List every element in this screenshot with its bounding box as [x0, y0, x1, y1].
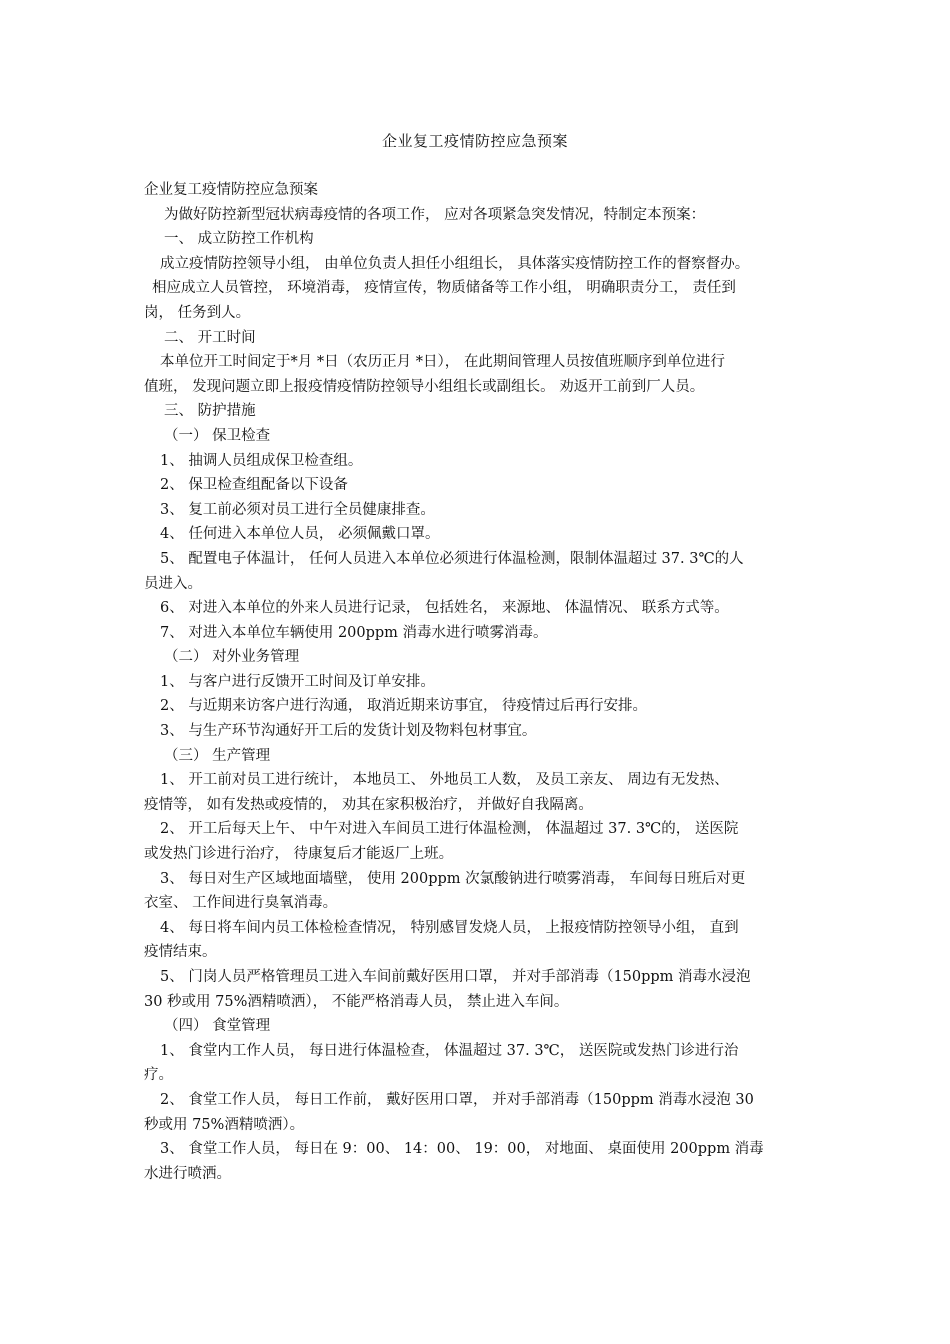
list-item: 5、 门岗人员严格管理员工进入车间前戴好医用口罩， 并对手部消毒（150ppm 消毒水浸泡	[160, 969, 751, 985]
section-heading-1: 一、 成立防控工作机构	[164, 231, 314, 248]
list-item: 2、 与近期来访客户进行沟通， 取消近期来访事宜， 待疫情过后再行安排。	[160, 698, 648, 715]
list-item-continuation: 30 秒或用 75%酒精喷洒）， 不能严格消毒人员， 禁止进入车间。	[144, 993, 569, 1010]
list-item: 5、 配置电子体温计， 任何人员进入本单位必须进行体温检测，限制体温超过 37. 3℃的人	[160, 550, 744, 567]
list-item: 3、 复工前必须对员工进行全员健康排查。	[160, 501, 435, 518]
text-line: 本单位开工时间定于*月 *日（农历正月 *日）， 在此期间管理人员按值班顺序到单位进行	[160, 354, 725, 371]
list-item: 2、 开工后每天上午、 中午对进入车间员工进行体温检测， 体温超过 37. 3℃的， 送医院	[160, 821, 739, 838]
list-item: 2、 保卫检查组配备以下设备	[160, 477, 348, 494]
list-item-continuation: 疫情等， 如有发热或疫情的， 劝其在家积极治疗， 并做好自我隔离。	[144, 796, 593, 813]
document-body	[144, 178, 808, 1186]
list-item: 4、 每日将车间内员工体检检查情况， 特别感冒发烧人员， 上报疫情防控领导小组， 直到	[160, 919, 739, 936]
text-line: 成立疫情防控领导小组， 由单位负责人担任小组组长， 具体落实疫情防控工作的督察督办。	[160, 255, 750, 272]
text-line: 相应成立人员管控， 环境消毒， 疫情宣传，物质储备等工作小组， 明确职责分工， 责任到	[152, 280, 736, 297]
list-item: 3、 食堂工作人员， 每日在 9：00、 14：00、 19：00， 对地面、 桌面使用 200ppm 消毒	[160, 1141, 764, 1158]
document-title: 企业复工疫情防控应急预案	[381, 132, 568, 150]
list-item-continuation: 衣室、 工作间进行臭氧消毒。	[144, 895, 338, 912]
section-heading-3: 三、 防护措施	[164, 403, 256, 420]
list-item-continuation: 疫情结束。	[144, 944, 217, 961]
list-item: 7、 对进入本单位车辆使用 200ppm 消毒水进行喷雾消毒。	[160, 624, 548, 641]
list-item: 3、 与生产环节沟通好开工后的发货计划及物料包材事宜。	[160, 723, 537, 740]
list-item: 1、 开工前对员工进行统计， 本地员工、 外地员工人数， 及员工亲友、 周边有无发热、	[160, 772, 729, 789]
list-item-continuation: 员进入。	[144, 575, 202, 592]
list-item: 3、 每日对生产区域地面墙壁， 使用 200ppm 次氯酸钠进行喷雾消毒， 车间每日班后对更	[160, 870, 746, 887]
list-item: 1、 与客户进行反馈开工时间及订单安排。	[160, 673, 435, 690]
list-item-continuation: 水进行喷洒。	[144, 1165, 231, 1182]
list-item: 1、 食堂内工作人员， 每日进行体温检查， 体温超过 37. 3℃， 送医院或发热门诊进行治	[160, 1042, 739, 1059]
list-item: 4、 任何进入本单位人员， 必须佩戴口罩。	[160, 526, 440, 543]
subsection-heading: （二） 对外业务管理	[164, 649, 300, 666]
list-item: 1、 抽调人员组成保卫检查组。	[160, 452, 363, 469]
body-heading: 企业复工疫情防控应急预案	[144, 182, 318, 198]
intro-line: 为做好防控新型冠状病毒疫情的各项工作， 应对各项紧急突发情况，特制定本预案：	[164, 206, 706, 223]
subsection-heading: （一） 保卫检查	[164, 427, 271, 444]
list-item: 6、 对进入本单位的外来人员进行记录， 包括姓名， 来源地、 体温情况、 联系方式等。	[160, 600, 729, 617]
subsection-heading: （四） 食堂管理	[164, 1018, 271, 1035]
subsection-heading: （三） 生产管理	[164, 747, 271, 764]
text-line: 值班， 发现问题立即上报疫情疫情防控领导小组组长或副组长。 劝返开工前到厂人员。	[144, 378, 705, 395]
section-heading-2: 二、 开工时间	[164, 329, 256, 346]
list-item: 2、 食堂工作人员， 每日工作前， 戴好医用口罩， 并对手部消毒（150ppm 消毒水浸泡 30	[160, 1091, 754, 1108]
list-item-continuation: 秒或用 75%酒精喷洒）。	[144, 1116, 305, 1133]
list-item-continuation: 疗。	[144, 1067, 173, 1084]
text-line: 岗， 任务到人。	[144, 304, 251, 321]
list-item-continuation: 或发热门诊进行治疗， 待康复后才能返厂上班。	[144, 846, 454, 863]
